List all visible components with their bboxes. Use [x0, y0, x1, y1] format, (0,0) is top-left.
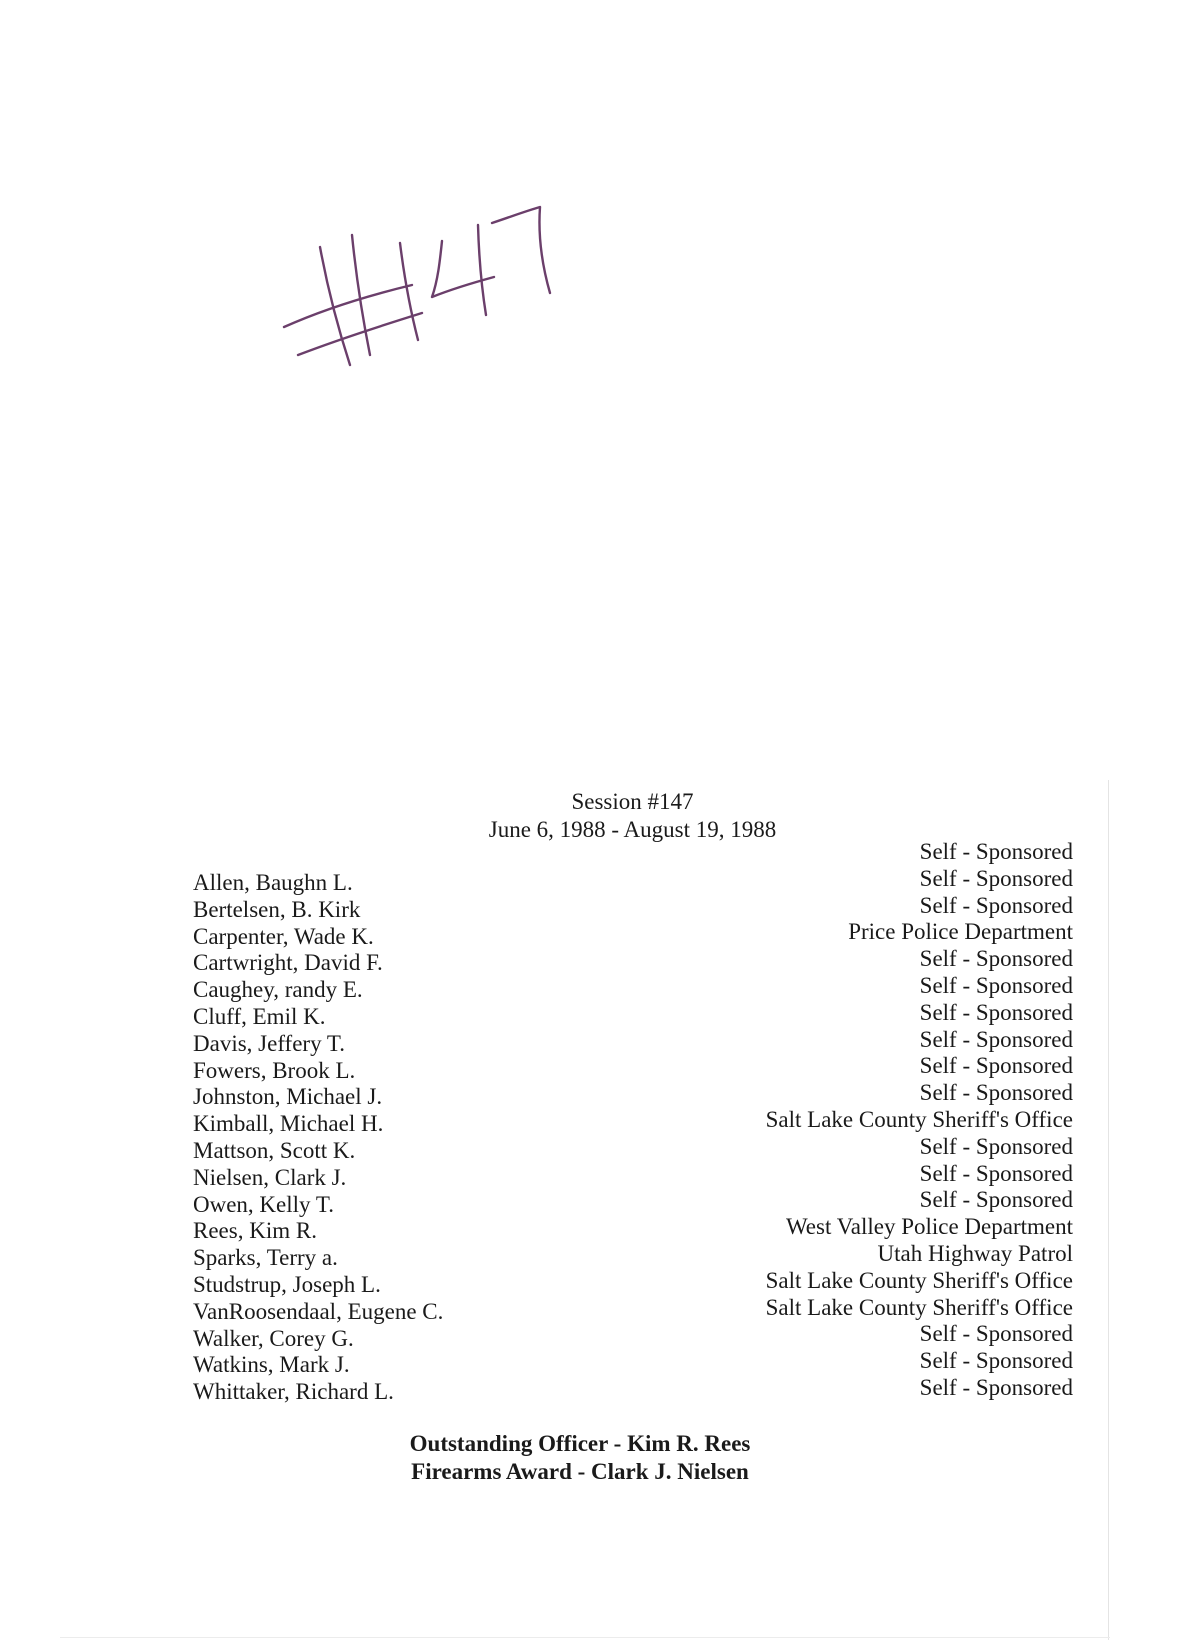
sponsor-entry: Self - Sponsored: [919, 946, 1073, 972]
graduate-name: Bertelsen, B. Kirk: [193, 896, 361, 922]
sponsor-entry: Self - Sponsored: [919, 1053, 1073, 1079]
sponsor-entry: Self - Sponsored: [919, 1187, 1073, 1213]
graduate-name: Kimball, Michael H.: [193, 1111, 384, 1137]
sponsor-entry: Salt Lake County Sheriff's Office: [765, 1294, 1073, 1320]
sponsor-entry: Salt Lake County Sheriff's Office: [765, 1106, 1073, 1132]
sponsor-entry: Self - Sponsored: [919, 839, 1073, 864]
sponsor-entry: Self - Sponsored: [919, 999, 1073, 1025]
graduate-name: Carpenter, Wade K.: [193, 923, 374, 949]
session-title: Session #147: [571, 789, 694, 814]
sponsor-list: [553, 839, 1073, 1402]
graduate-name: Mattson, Scott K.: [193, 1137, 356, 1163]
sponsor-entry: Self - Sponsored: [919, 892, 1073, 918]
sponsor-entry: Utah Highway Patrol: [877, 1240, 1073, 1266]
graduate-name: Caughey, randy E.: [193, 977, 363, 1003]
graduate-name: Walker, Corey G.: [193, 1325, 354, 1351]
graduate-name: VanRoosendaal, Eugene C.: [193, 1298, 444, 1324]
graduate-name: Fowers, Brook L.: [193, 1057, 356, 1083]
sponsor-entry: Self - Sponsored: [919, 972, 1073, 998]
graduate-name: Cluff, Emil K.: [193, 1003, 326, 1029]
graduate-name: Nielsen, Clark J.: [193, 1164, 347, 1190]
graduate-name: Cartwright, David F.: [193, 950, 383, 976]
graduate-name: Rees, Kim R.: [193, 1218, 317, 1244]
sponsor-entry: Self - Sponsored: [919, 1160, 1073, 1186]
sponsor-entry: Salt Lake County Sheriff's Office: [765, 1267, 1073, 1293]
graduate-name: Davis, Jeffery T.: [193, 1030, 346, 1056]
sponsor-entry: Self - Sponsored: [919, 1026, 1073, 1052]
handwritten-session-number: [282, 205, 582, 385]
graduate-name: Whittaker, Richard L.: [193, 1379, 394, 1405]
firearms-award: Firearms Award - Clark J. Nielsen: [411, 1459, 749, 1484]
graduate-name: Johnston, Michael J.: [193, 1084, 383, 1110]
sponsor-entry: Self - Sponsored: [919, 1321, 1073, 1347]
outstanding-officer-award: Outstanding Officer - Kim R. Rees: [409, 1431, 751, 1456]
sponsor-entry: Self - Sponsored: [919, 865, 1073, 891]
sponsor-entry: Self - Sponsored: [919, 1080, 1073, 1106]
graduate-name-list: [193, 870, 613, 1406]
graduate-name: Allen, Baughn L.: [193, 870, 353, 895]
graduate-name: Watkins, Mark J.: [193, 1352, 350, 1378]
sponsor-entry: West Valley Police Department: [785, 1214, 1073, 1240]
sponsor-entry: Price Police Department: [848, 919, 1073, 945]
session-dates: June 6, 1988 - August 19, 1988: [488, 817, 777, 842]
graduate-name: Studstrup, Joseph L.: [193, 1271, 381, 1297]
graduate-name: Owen, Kelly T.: [193, 1191, 334, 1217]
graduate-name: Sparks, Terry a.: [193, 1245, 338, 1271]
scan-edge-line: [60, 1637, 1110, 1638]
scan-edge-line: [1108, 780, 1109, 1640]
sponsor-entry: Self - Sponsored: [919, 1348, 1073, 1374]
sponsor-entry: Self - Sponsored: [919, 1133, 1073, 1159]
sponsor-entry: Self - Sponsored: [919, 1374, 1073, 1400]
